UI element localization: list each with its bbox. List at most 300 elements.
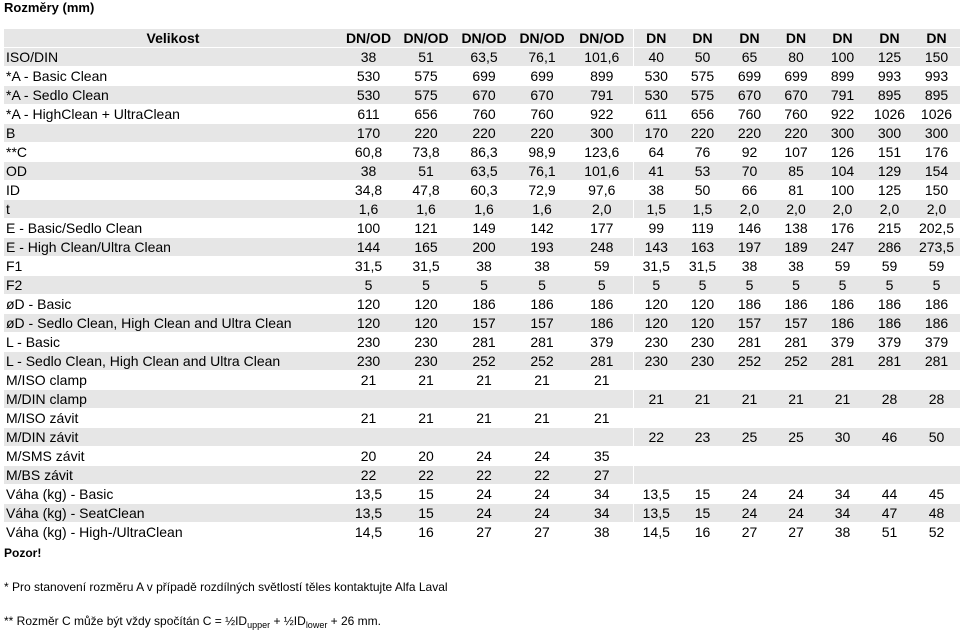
row-label: E - High Clean/Ultra Clean (4, 238, 340, 257)
table-cell: 86,3 (470, 144, 498, 160)
table-cell: 123,6 (584, 144, 620, 160)
table-cell: 151 (877, 144, 902, 160)
table-cell (773, 447, 819, 466)
table-cell: 15 (397, 504, 455, 523)
table-row (4, 219, 960, 238)
table-cell: 193 (513, 238, 571, 257)
table-cell: 63,5 (455, 48, 513, 67)
table-cell: 281 (472, 334, 496, 350)
table-row (4, 162, 960, 181)
table-cell: 186 (913, 314, 960, 333)
table-cell: 281 (784, 334, 808, 350)
table-row (4, 352, 960, 371)
table-cell: 611 (357, 106, 380, 122)
table-cell: 5 (633, 276, 679, 295)
table-cell: 104 (819, 162, 866, 181)
table-cell: 21 (418, 372, 434, 388)
table-cell: 28 (913, 390, 960, 409)
table-cell: 699 (530, 68, 554, 84)
table-cell: 230 (690, 334, 715, 350)
table-cell: 670 (513, 86, 571, 105)
table-cell (513, 390, 571, 409)
table-row (4, 257, 960, 276)
table-cell: 97,6 (588, 182, 616, 198)
table-cell: 220 (773, 124, 819, 143)
table-cell: 1,5 (679, 200, 726, 219)
table-row (4, 314, 960, 333)
table-cell (571, 390, 633, 409)
table-cell: 92 (741, 144, 758, 160)
table-cell (340, 428, 397, 447)
dimensions-table (4, 29, 960, 542)
table-cell: 21 (534, 410, 550, 426)
table-cell: 670 (773, 86, 819, 105)
table-cell: 993 (877, 68, 902, 84)
table-cell: 157 (455, 314, 513, 333)
table-row (4, 86, 960, 105)
table-cell: 163 (679, 238, 726, 257)
table-cell: 2,0 (819, 200, 866, 219)
table-cell: 44 (881, 486, 898, 502)
table-cell: 186 (866, 314, 913, 333)
table-cell: 80 (773, 48, 819, 67)
column-header: DN (866, 29, 913, 48)
table-cell: 186 (830, 296, 855, 312)
table-cell: 186 (571, 314, 633, 333)
table-cell (513, 428, 571, 447)
table-cell: 5 (397, 276, 455, 295)
table-cell (633, 466, 679, 485)
table-cell: 59 (881, 258, 898, 274)
table-cell: 38 (788, 258, 804, 274)
table-cell: 53 (679, 162, 726, 181)
table-cell: 38 (476, 258, 492, 274)
table-cell: 5 (340, 276, 397, 295)
table-cell: 38 (741, 258, 758, 274)
table-cell: 47 (866, 504, 913, 523)
row-label: M/BS závit (4, 466, 340, 485)
table-cell (819, 447, 866, 466)
table-cell: 20 (418, 448, 434, 464)
row-label: øD - Basic (6, 296, 72, 312)
table-cell (571, 428, 633, 447)
column-header: DN (819, 29, 866, 48)
table-cell: 899 (830, 68, 855, 84)
table-cell: 21 (476, 372, 492, 388)
table-cell: 230 (414, 334, 438, 350)
table-cell: 22 (513, 466, 571, 485)
table-cell: 120 (340, 314, 397, 333)
table-cell (866, 447, 913, 466)
table-cell (633, 409, 679, 428)
table-cell: 22 (340, 466, 397, 485)
table-cell: 146 (737, 220, 762, 236)
footnote-c-prefix: ** Rozměr C může být vždy spočítán C = ½ID (4, 614, 248, 628)
page-title: Rozměry (mm) (4, 0, 95, 15)
table-cell: 38 (834, 524, 851, 540)
table-cell: 48 (913, 504, 960, 523)
table-body (4, 48, 960, 542)
table-cell: 21 (476, 410, 492, 426)
table-cell: 252 (726, 352, 773, 371)
footnote-c-mid: + ½ID (270, 614, 306, 628)
column-header: DN/OD (513, 29, 571, 48)
table-row (4, 181, 960, 200)
table-row (4, 143, 960, 162)
table-cell: 157 (726, 314, 773, 333)
table-cell: 273,5 (913, 238, 960, 257)
table-cell: 670 (726, 86, 773, 105)
table-cell: 27 (571, 466, 633, 485)
table-cell: 760 (737, 106, 762, 122)
table-cell: 895 (913, 86, 960, 105)
table-cell: 530 (633, 67, 679, 86)
table-cell (397, 428, 455, 447)
table-cell: 14,5 (633, 523, 679, 542)
table-cell (819, 371, 866, 390)
table-row (4, 485, 960, 504)
table-cell: 993 (924, 68, 949, 84)
table-cell: 281 (913, 352, 960, 371)
table-cell: 21 (679, 390, 726, 409)
table-cell: 126 (830, 144, 855, 160)
table-cell (679, 466, 726, 485)
table-cell: 2,0 (913, 200, 960, 219)
table-cell: 252 (455, 352, 513, 371)
table-row (4, 523, 960, 542)
table-cell: 27 (741, 524, 758, 540)
row-label: F2 (4, 276, 340, 295)
table-cell: 1026 (920, 106, 953, 122)
table-cell: 99 (633, 219, 679, 238)
footnote-c-sub-lower: lower (305, 620, 328, 630)
header-size-label: Velikost (4, 29, 340, 48)
table-cell: 286 (866, 238, 913, 257)
row-label: **C (6, 144, 28, 160)
row-label: t (4, 200, 340, 219)
table-row (4, 409, 960, 428)
table-cell: 34,8 (354, 182, 383, 198)
table-cell: 2,0 (571, 200, 633, 219)
table-cell: 30 (819, 428, 866, 447)
table-row (4, 105, 960, 124)
table-cell: 922 (590, 106, 614, 122)
table-cell: 101,6 (571, 162, 633, 181)
table-cell: 138 (784, 220, 808, 236)
table-cell: 202,5 (918, 220, 955, 236)
table-row (4, 504, 960, 523)
table-cell: 59 (593, 258, 610, 274)
column-header: DN/OD (397, 29, 455, 48)
table-cell: 186 (924, 296, 949, 312)
footnote-c-suffix: + 26 mm. (327, 614, 382, 628)
column-header: DN (913, 29, 960, 48)
table-cell: 1,6 (397, 200, 455, 219)
table-cell: 176 (924, 144, 949, 160)
row-label: OD (4, 162, 340, 181)
table-cell: 220 (397, 124, 455, 143)
table-row (4, 48, 960, 67)
table-cell: 100 (830, 182, 855, 198)
column-header: DN/OD (455, 29, 513, 48)
table-cell: 699 (737, 68, 762, 84)
table-cell: 575 (679, 86, 726, 105)
table-cell: 31,5 (412, 258, 440, 274)
table-cell: 13,5 (354, 486, 383, 502)
table-row (4, 390, 960, 409)
column-header: DN/OD (340, 29, 397, 48)
table-cell: 24 (476, 486, 492, 502)
table-cell: 27 (534, 524, 550, 540)
table-cell (773, 409, 819, 428)
table-cell: 25 (726, 428, 773, 447)
table-cell: 1026 (873, 106, 906, 122)
table-cell: 791 (571, 86, 633, 105)
table-cell: 220 (726, 124, 773, 143)
row-label: Váha (kg) - Basic (6, 486, 114, 502)
row-label: L - Basic (6, 334, 60, 350)
table-cell: 142 (530, 220, 554, 236)
table-cell (679, 371, 726, 390)
table-cell: 21 (593, 372, 610, 388)
table-cell: 50 (913, 428, 960, 447)
table-row (4, 276, 960, 295)
table-cell: 51 (397, 48, 455, 67)
table-cell: 281 (571, 352, 633, 371)
table-cell: 379 (830, 334, 855, 350)
table-cell: 101,6 (571, 48, 633, 67)
table-cell: 120 (633, 314, 679, 333)
table-row (4, 466, 960, 485)
table-cell: 125 (877, 182, 902, 198)
row-label: *A - Sedlo Clean (4, 86, 340, 105)
table-cell: 65 (726, 48, 773, 67)
table-cell: 34 (819, 504, 866, 523)
table-cell: 24 (534, 448, 550, 464)
table-cell: 1,5 (633, 200, 679, 219)
table-cell: 165 (397, 238, 455, 257)
table-cell: 575 (690, 68, 715, 84)
table-cell: 379 (877, 334, 902, 350)
table-cell: 281 (737, 334, 762, 350)
table-cell: 24 (741, 486, 758, 502)
table-cell: 24 (455, 504, 513, 523)
table-cell (913, 371, 960, 390)
table-cell (397, 390, 455, 409)
table-cell: 530 (356, 68, 381, 84)
table-cell: 24 (513, 504, 571, 523)
table-cell: 760 (784, 106, 808, 122)
table-cell (726, 466, 773, 485)
table-cell: 281 (530, 334, 554, 350)
row-label: *A - HighClean + UltraClean (6, 106, 180, 122)
table-cell: 35 (593, 448, 610, 464)
table-cell: 247 (819, 238, 866, 257)
table-cell: 129 (866, 162, 913, 181)
table-cell: 50 (694, 182, 711, 198)
table-cell: 60,8 (354, 144, 383, 160)
table-cell: 575 (397, 86, 455, 105)
table-cell: 25 (773, 428, 819, 447)
table-cell: 197 (726, 238, 773, 257)
table-cell: 85 (773, 162, 819, 181)
table-cell (773, 371, 819, 390)
table-cell: 530 (633, 86, 679, 105)
table-cell: 21 (726, 390, 773, 409)
table-cell: 72,9 (528, 182, 556, 198)
table-cell: 230 (356, 334, 381, 350)
table-cell: 157 (773, 314, 819, 333)
table-cell: 170 (633, 124, 679, 143)
table-row (4, 67, 960, 86)
table-cell: 530 (340, 86, 397, 105)
column-header: DN (633, 29, 679, 48)
table-cell: 300 (819, 124, 866, 143)
table-cell: 38 (340, 162, 397, 181)
table-cell: 220 (679, 124, 726, 143)
table-cell: 760 (472, 106, 496, 122)
table-cell: 186 (784, 296, 808, 312)
table-cell: 73,8 (412, 144, 440, 160)
table-cell: 170 (340, 124, 397, 143)
table-cell: 24 (788, 486, 804, 502)
footnote-c (4, 614, 381, 628)
table-cell: 5 (819, 276, 866, 295)
table-cell (866, 371, 913, 390)
table-cell: 47,8 (412, 182, 440, 198)
table-cell: 98,9 (528, 144, 556, 160)
table-cell: 51 (397, 162, 455, 181)
table-cell: 22 (397, 466, 455, 485)
table-cell: 16 (418, 524, 434, 540)
table-cell: 14,5 (354, 524, 383, 540)
table-cell: 5 (913, 276, 960, 295)
table-cell: 100 (356, 220, 381, 236)
table-cell: 611 (633, 105, 679, 124)
table-cell: 121 (414, 220, 438, 236)
table-cell: 120 (397, 314, 455, 333)
table-cell: 40 (633, 48, 679, 67)
table-cell: 379 (924, 334, 949, 350)
table-cell: 248 (571, 238, 633, 257)
table-cell: 120 (414, 296, 438, 312)
table-cell: 252 (773, 352, 819, 371)
table-cell: 38 (340, 48, 397, 67)
footnote-c-sub-upper: upper (247, 620, 271, 630)
table-cell: 2,0 (726, 200, 773, 219)
table-cell: 23 (679, 428, 726, 447)
table-cell: 22 (633, 428, 679, 447)
table-cell (455, 390, 513, 409)
table-cell: 24 (773, 504, 819, 523)
table-cell (866, 466, 913, 485)
table-cell: 230 (397, 352, 455, 371)
table-cell: 5 (679, 276, 726, 295)
table-row (4, 428, 960, 447)
table-cell: 21 (534, 372, 550, 388)
table-cell: 28 (866, 390, 913, 409)
row-label: *A - Basic Clean (6, 68, 108, 84)
row-label: M/SMS závit (6, 448, 85, 464)
table-cell (819, 466, 866, 485)
table-row (4, 200, 960, 219)
table-cell: 24 (726, 504, 773, 523)
table-cell: 21 (819, 390, 866, 409)
table-row (4, 295, 960, 314)
table-cell: 252 (513, 352, 571, 371)
row-label: Váha (kg) - SeatClean (4, 504, 340, 523)
table-cell: 21 (633, 390, 679, 409)
table-cell (819, 409, 866, 428)
table-cell (913, 447, 960, 466)
table-cell: 176 (830, 220, 855, 236)
table-cell: 13,5 (633, 485, 679, 504)
table-cell: 220 (513, 124, 571, 143)
table-row (4, 447, 960, 466)
table-cell: 300 (913, 124, 960, 143)
table-cell: 21 (360, 372, 377, 388)
table-cell: 76 (694, 144, 711, 160)
table-cell: 899 (590, 68, 614, 84)
table-cell: 34 (571, 504, 633, 523)
table-cell: 66 (741, 182, 758, 198)
table-cell: 27 (476, 524, 492, 540)
table-cell: 107 (784, 144, 808, 160)
table-cell: 5 (726, 276, 773, 295)
row-label: M/DIN závit (4, 428, 340, 447)
table-cell (913, 409, 960, 428)
table-cell: 16 (694, 524, 711, 540)
table-cell: 656 (690, 106, 715, 122)
table-cell: 31,5 (354, 258, 383, 274)
table-cell (340, 390, 397, 409)
column-header: DN (773, 29, 819, 48)
table-cell: 230 (340, 352, 397, 371)
table-cell: 215 (877, 220, 902, 236)
table-cell: 15 (679, 504, 726, 523)
table-cell: 38 (534, 258, 550, 274)
table-cell: 149 (472, 220, 496, 236)
table-cell (633, 371, 679, 390)
table-header-row (4, 29, 960, 48)
table-cell: 895 (866, 86, 913, 105)
table-cell: 70 (726, 162, 773, 181)
column-header: DN/OD (571, 29, 633, 48)
column-header: DN (726, 29, 773, 48)
table-cell: 281 (819, 352, 866, 371)
table-cell: 220 (455, 124, 513, 143)
table-cell: 230 (679, 352, 726, 371)
column-header: DN (679, 29, 726, 48)
table-cell: 157 (513, 314, 571, 333)
table-row (4, 124, 960, 143)
table-cell: 38 (593, 524, 610, 540)
table-cell: 200 (455, 238, 513, 257)
table-cell (679, 447, 726, 466)
table-cell: 5 (571, 276, 633, 295)
table-cell: 150 (924, 182, 949, 198)
table-cell: 699 (472, 68, 496, 84)
table-cell: 922 (830, 106, 855, 122)
table-cell (455, 428, 513, 447)
table-cell: 100 (819, 48, 866, 67)
table-cell (726, 371, 773, 390)
table-cell: 144 (340, 238, 397, 257)
table-cell: 1,6 (455, 200, 513, 219)
table-cell: 1,6 (340, 200, 397, 219)
table-cell: 300 (866, 124, 913, 143)
table-cell: 21 (418, 410, 434, 426)
